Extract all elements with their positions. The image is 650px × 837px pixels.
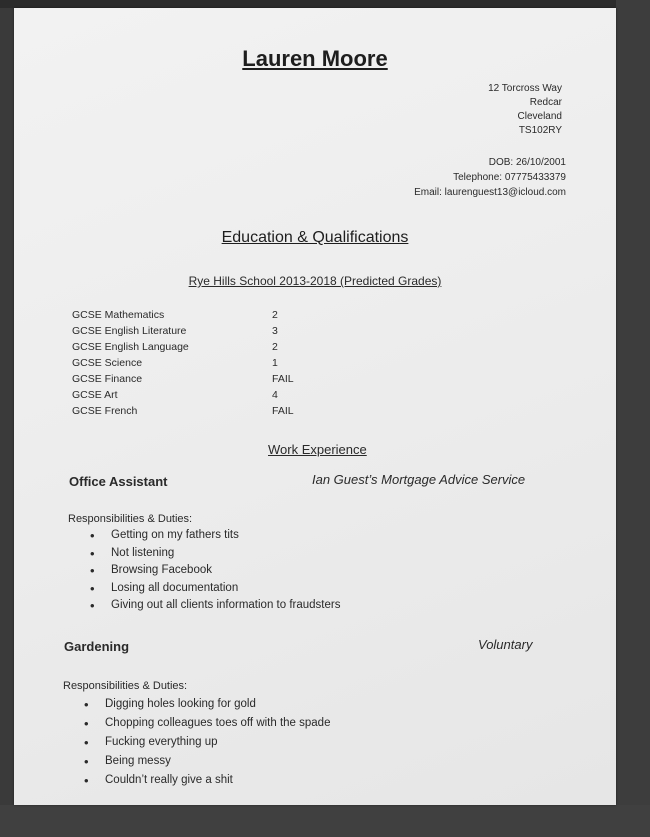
- telephone-line: Telephone: 07775433379: [453, 172, 566, 183]
- grade-subject: GCSE French: [72, 405, 138, 417]
- duty-item: • Fucking everything up: [82, 733, 330, 752]
- grade-subject: GCSE Art: [72, 389, 118, 401]
- duty-item: • Not listening: [88, 545, 340, 563]
- job-title: Office Assistant: [69, 474, 168, 489]
- duty-item: • Digging holes looking for gold: [82, 695, 330, 714]
- grade-value: FAIL: [272, 405, 294, 417]
- contact-block: [414, 155, 566, 200]
- job-employer: Ian Guest’s Mortgage Advice Service: [312, 472, 526, 487]
- school-heading: Rye Hills School 2013-2018 (Predicted Grades): [188, 274, 442, 288]
- grade-value: FAIL: [272, 373, 294, 385]
- grade-value: 2: [272, 309, 278, 321]
- resume-name: Lauren Moore: [242, 46, 388, 71]
- job-title: Gardening: [64, 639, 130, 654]
- duties-list: [82, 695, 330, 790]
- address-line: Cleveland: [517, 111, 562, 122]
- grade-subject: GCSE English Language: [72, 341, 189, 353]
- grades-table: [72, 307, 332, 419]
- grade-row: [72, 339, 332, 355]
- grade-subject: GCSE Science: [72, 357, 143, 369]
- job-employer: Voluntary: [478, 637, 533, 652]
- address-line: Redcar: [529, 97, 562, 108]
- address-line: TS102RY: [518, 125, 562, 136]
- duty-item: • Couldn’t really give a shit: [82, 771, 330, 790]
- top-bar: [0, 0, 650, 8]
- grade-subject: GCSE English Literature: [72, 325, 187, 337]
- grade-value: 4: [272, 389, 278, 401]
- grade-row: [72, 355, 332, 371]
- duty-item: • Chopping colleagues toes off with the spade: [82, 714, 330, 733]
- grade-value: 1: [272, 357, 278, 369]
- grade-row: [72, 323, 332, 339]
- grade-row: [72, 387, 332, 403]
- dob-line: DOB: 26/10/2001: [488, 157, 566, 168]
- grade-subject: GCSE Mathematics: [72, 309, 165, 321]
- grade-row: [72, 371, 332, 387]
- grade-value: 2: [272, 341, 278, 353]
- resume-page: [14, 8, 616, 805]
- grade-value: 3: [272, 325, 278, 337]
- duty-item: • Giving out all clients information to fraudsters: [88, 597, 340, 615]
- duties-list: [88, 527, 340, 615]
- address-line: 12 Torcross Way: [488, 83, 562, 94]
- email-line: Email: laurenguest13@icloud.com: [414, 187, 566, 198]
- responsibilities-label: Responsibilities & Duties:: [63, 680, 188, 692]
- grade-row: [72, 307, 332, 323]
- education-heading: Education & Qualifications: [221, 229, 409, 246]
- duty-item: • Browsing Facebook: [88, 562, 340, 580]
- grade-row: [72, 403, 332, 419]
- grade-subject: GCSE Finance: [72, 373, 143, 385]
- address-block: [488, 82, 562, 138]
- work-experience-heading: Work Experience: [268, 442, 367, 457]
- duty-item: • Being messy: [82, 752, 330, 771]
- bottom-bar: [0, 805, 650, 837]
- right-scroll-area: [616, 0, 650, 837]
- duty-item: • Losing all documentation: [88, 580, 340, 598]
- duty-item: • Getting on my fathers tits: [88, 527, 340, 545]
- responsibilities-label: Responsibilities & Duties:: [68, 513, 193, 525]
